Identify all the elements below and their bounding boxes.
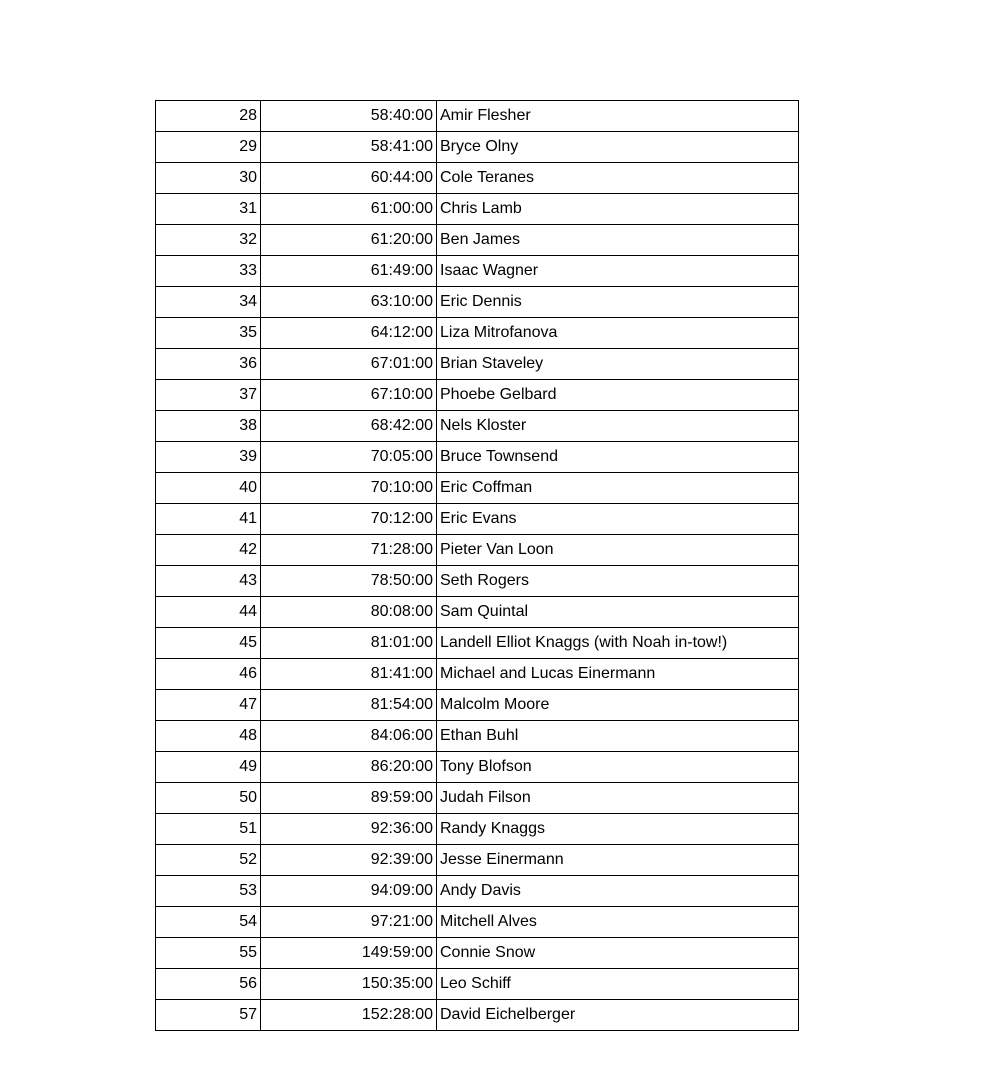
time-cell: 81:54:00 <box>261 690 437 721</box>
time-cell: 61:20:00 <box>261 225 437 256</box>
time-cell: 63:10:00 <box>261 287 437 318</box>
name-cell: Connie Snow <box>437 938 799 969</box>
time-cell: 152:28:00 <box>261 1000 437 1031</box>
time-cell: 61:00:00 <box>261 194 437 225</box>
table-row <box>156 566 799 597</box>
place-cell: 48 <box>156 721 261 752</box>
name-cell: Pieter Van Loon <box>437 535 799 566</box>
name-cell: Eric Coffman <box>437 473 799 504</box>
place-cell: 54 <box>156 907 261 938</box>
place-cell: 42 <box>156 535 261 566</box>
table-row <box>156 814 799 845</box>
name-cell: Landell Elliot Knaggs (with Noah in-tow!) <box>437 628 799 659</box>
table-row <box>156 969 799 1000</box>
place-cell: 55 <box>156 938 261 969</box>
name-cell: Andy Davis <box>437 876 799 907</box>
name-cell: Bruce Townsend <box>437 442 799 473</box>
place-cell: 38 <box>156 411 261 442</box>
place-cell: 49 <box>156 752 261 783</box>
table-row <box>156 783 799 814</box>
name-cell: Seth Rogers <box>437 566 799 597</box>
time-cell: 92:39:00 <box>261 845 437 876</box>
time-cell: 71:28:00 <box>261 535 437 566</box>
place-cell: 50 <box>156 783 261 814</box>
time-cell: 70:10:00 <box>261 473 437 504</box>
table-row <box>156 442 799 473</box>
time-cell: 68:42:00 <box>261 411 437 442</box>
place-cell: 57 <box>156 1000 261 1031</box>
name-cell: Chris Lamb <box>437 194 799 225</box>
table-row <box>156 876 799 907</box>
table-row <box>156 194 799 225</box>
place-cell: 56 <box>156 969 261 1000</box>
table-row <box>156 132 799 163</box>
time-cell: 150:35:00 <box>261 969 437 1000</box>
table-row <box>156 1000 799 1031</box>
name-cell: Isaac Wagner <box>437 256 799 287</box>
results-table-body <box>156 101 799 1031</box>
name-cell: Judah Filson <box>437 783 799 814</box>
name-cell: Sam Quintal <box>437 597 799 628</box>
table-row <box>156 101 799 132</box>
place-cell: 44 <box>156 597 261 628</box>
table-row <box>156 659 799 690</box>
name-cell: Jesse Einermann <box>437 845 799 876</box>
name-cell: Leo Schiff <box>437 969 799 1000</box>
place-cell: 52 <box>156 845 261 876</box>
name-cell: Michael and Lucas Einermann <box>437 659 799 690</box>
place-cell: 30 <box>156 163 261 194</box>
table-row <box>156 473 799 504</box>
time-cell: 61:49:00 <box>261 256 437 287</box>
time-cell: 81:41:00 <box>261 659 437 690</box>
results-table <box>155 100 799 1031</box>
table-row <box>156 628 799 659</box>
place-cell: 53 <box>156 876 261 907</box>
table-row <box>156 721 799 752</box>
place-cell: 34 <box>156 287 261 318</box>
time-cell: 58:41:00 <box>261 132 437 163</box>
time-cell: 70:12:00 <box>261 504 437 535</box>
place-cell: 51 <box>156 814 261 845</box>
time-cell: 86:20:00 <box>261 752 437 783</box>
table-row <box>156 411 799 442</box>
place-cell: 37 <box>156 380 261 411</box>
place-cell: 36 <box>156 349 261 380</box>
time-cell: 60:44:00 <box>261 163 437 194</box>
name-cell: Brian Staveley <box>437 349 799 380</box>
time-cell: 64:12:00 <box>261 318 437 349</box>
table-row <box>156 907 799 938</box>
time-cell: 94:09:00 <box>261 876 437 907</box>
time-cell: 84:06:00 <box>261 721 437 752</box>
table-row <box>156 845 799 876</box>
place-cell: 41 <box>156 504 261 535</box>
table-row <box>156 225 799 256</box>
time-cell: 78:50:00 <box>261 566 437 597</box>
place-cell: 43 <box>156 566 261 597</box>
table-row <box>156 504 799 535</box>
name-cell: Randy Knaggs <box>437 814 799 845</box>
table-row <box>156 535 799 566</box>
time-cell: 97:21:00 <box>261 907 437 938</box>
table-row <box>156 163 799 194</box>
place-cell: 28 <box>156 101 261 132</box>
time-cell: 67:01:00 <box>261 349 437 380</box>
name-cell: Ben James <box>437 225 799 256</box>
name-cell: Cole Teranes <box>437 163 799 194</box>
name-cell: Phoebe Gelbard <box>437 380 799 411</box>
table-row <box>156 256 799 287</box>
name-cell: Mitchell Alves <box>437 907 799 938</box>
place-cell: 40 <box>156 473 261 504</box>
place-cell: 47 <box>156 690 261 721</box>
table-row <box>156 380 799 411</box>
table-row <box>156 752 799 783</box>
name-cell: Malcolm Moore <box>437 690 799 721</box>
place-cell: 45 <box>156 628 261 659</box>
name-cell: Eric Dennis <box>437 287 799 318</box>
table-row <box>156 287 799 318</box>
table-row <box>156 318 799 349</box>
time-cell: 81:01:00 <box>261 628 437 659</box>
place-cell: 46 <box>156 659 261 690</box>
place-cell: 39 <box>156 442 261 473</box>
place-cell: 33 <box>156 256 261 287</box>
table-row <box>156 597 799 628</box>
name-cell: Ethan Buhl <box>437 721 799 752</box>
time-cell: 92:36:00 <box>261 814 437 845</box>
name-cell: Liza Mitrofanova <box>437 318 799 349</box>
name-cell: Amir Flesher <box>437 101 799 132</box>
time-cell: 89:59:00 <box>261 783 437 814</box>
name-cell: Tony Blofson <box>437 752 799 783</box>
time-cell: 149:59:00 <box>261 938 437 969</box>
name-cell: Bryce Olny <box>437 132 799 163</box>
place-cell: 31 <box>156 194 261 225</box>
time-cell: 58:40:00 <box>261 101 437 132</box>
time-cell: 67:10:00 <box>261 380 437 411</box>
time-cell: 70:05:00 <box>261 442 437 473</box>
name-cell: Eric Evans <box>437 504 799 535</box>
table-row <box>156 938 799 969</box>
time-cell: 80:08:00 <box>261 597 437 628</box>
table-row <box>156 690 799 721</box>
name-cell: Nels Kloster <box>437 411 799 442</box>
place-cell: 32 <box>156 225 261 256</box>
name-cell: David Eichelberger <box>437 1000 799 1031</box>
place-cell: 35 <box>156 318 261 349</box>
place-cell: 29 <box>156 132 261 163</box>
table-row <box>156 349 799 380</box>
